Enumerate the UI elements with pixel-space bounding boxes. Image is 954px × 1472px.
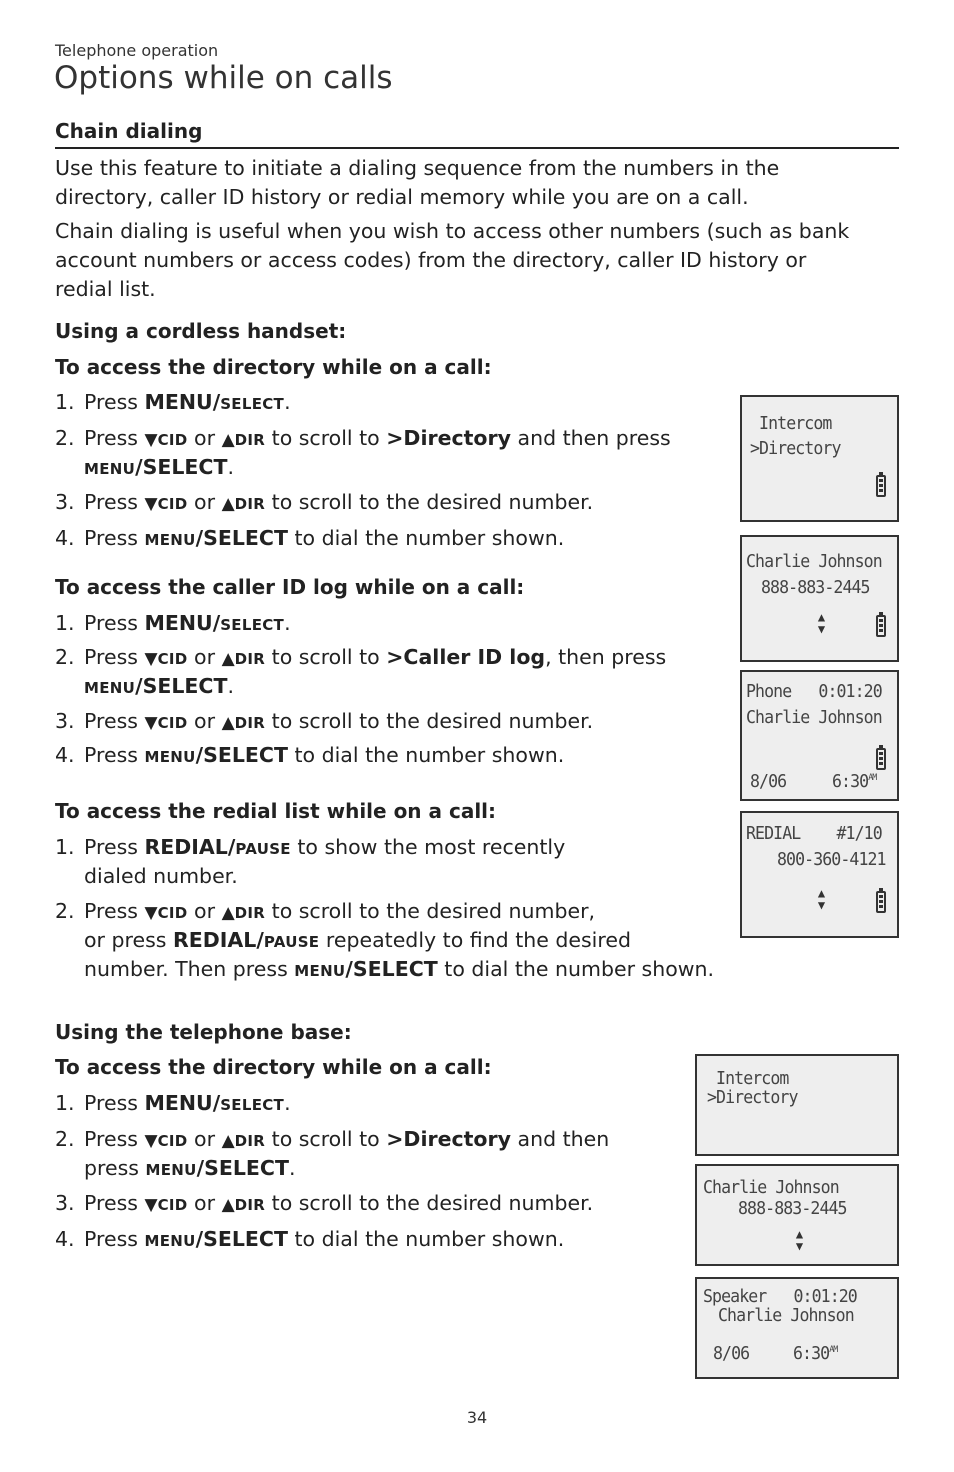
text: Press	[84, 1227, 138, 1251]
text: Press	[84, 490, 138, 514]
base-screen-directory	[695, 1054, 899, 1156]
step-number: 1.	[55, 1091, 75, 1115]
text: or	[194, 426, 216, 450]
screen-line: Intercom	[707, 1068, 789, 1089]
battery-icon	[876, 891, 886, 913]
select-key-label: /SELECT	[345, 957, 438, 981]
handset-redial-heading: To access the redial list while on a call:	[55, 799, 497, 823]
text: to dial the number shown.	[294, 1227, 565, 1251]
redial-key-label: REDIAL/	[172, 928, 264, 952]
down-arrow-icon: ▼	[144, 713, 158, 733]
step-number: 1.	[55, 611, 75, 635]
down-arrow-icon: ▼	[144, 1131, 158, 1151]
chain-dialing-heading: Chain dialing	[55, 119, 203, 143]
select-key-label: /SELECT	[195, 743, 288, 767]
dir-key-label: DIR	[234, 904, 266, 922]
text: and then press	[517, 426, 671, 450]
text: or	[194, 1191, 216, 1215]
text: to scroll to	[271, 426, 380, 450]
text: and then	[517, 1127, 610, 1151]
directory-option: >Directory	[386, 426, 511, 450]
up-arrow-icon: ▲	[221, 430, 235, 450]
step-number: 1.	[55, 390, 75, 414]
text: Press	[84, 645, 138, 669]
am-indicator: AM	[829, 1345, 838, 1355]
menu-key-label: MENU/	[144, 390, 221, 414]
battery-icon	[876, 748, 886, 770]
handset-screen-call	[740, 670, 899, 801]
select-key-label: /SELECT	[195, 526, 288, 550]
screen-line: REDIAL #1/10	[746, 823, 882, 844]
text: to scroll to	[271, 645, 380, 669]
text: Press	[84, 426, 138, 450]
scroll-arrows-icon: ▲ ▼	[817, 610, 825, 636]
text: to dial the number shown.	[444, 957, 715, 981]
step-number: 1.	[55, 835, 75, 859]
text: .	[284, 611, 291, 635]
select-key-label: /SELECT	[135, 455, 228, 479]
text: dialed number.	[84, 864, 238, 888]
text: or press	[84, 928, 167, 952]
text: Press	[84, 709, 138, 733]
screen-line: 800-360-4121	[777, 849, 886, 870]
base-directory-heading: To access the directory while on a call:	[55, 1055, 492, 1079]
text: Press	[84, 743, 138, 767]
text: .	[288, 1156, 296, 1180]
select-key-label: SELECT	[220, 616, 285, 634]
base-screen-call	[695, 1277, 899, 1379]
handset-callerid-heading: To access the caller ID log while on a call:	[55, 575, 525, 599]
pause-key-label: PAUSE	[263, 933, 320, 951]
menu-key-label: MENU	[84, 679, 136, 697]
cid-key-label: CID	[157, 1196, 188, 1214]
text: Press	[84, 899, 138, 923]
menu-key-label: MENU/	[144, 611, 221, 635]
step-number: 3.	[55, 709, 75, 733]
dir-key-label: DIR	[234, 495, 266, 513]
text: to scroll to	[271, 1127, 380, 1151]
text: .	[227, 674, 234, 698]
cid-key-label: CID	[157, 650, 188, 668]
text: or	[194, 1127, 216, 1151]
menu-key-label: MENU	[294, 962, 346, 980]
dir-key-label: DIR	[234, 1132, 266, 1150]
step-number: 3.	[55, 1191, 75, 1215]
text: .	[227, 455, 234, 479]
menu-key-label: MENU/	[144, 1091, 221, 1115]
text: to scroll to the desired number.	[271, 490, 594, 514]
step-number: 2.	[55, 1127, 75, 1151]
screen-line: 888-883-2445	[761, 577, 870, 598]
base-screen-contact	[695, 1164, 899, 1266]
step-number: 3.	[55, 490, 75, 514]
callerid-option: >Caller ID log	[386, 645, 546, 669]
up-arrow-icon: ▲	[221, 494, 235, 514]
text: .	[284, 1091, 291, 1115]
text: press	[84, 1156, 139, 1180]
text: Press	[84, 390, 138, 414]
dir-key-label: DIR	[234, 431, 266, 449]
text: Press	[84, 1091, 138, 1115]
screen-time: 6:30	[832, 771, 869, 792]
cid-key-label: CID	[157, 495, 188, 513]
screen-line: Intercom	[750, 413, 832, 434]
screen-line: Charlie Johnson	[703, 1177, 839, 1198]
heading-rule	[55, 147, 899, 149]
up-arrow-icon: ▲	[221, 713, 235, 733]
step-number: 4.	[55, 526, 75, 550]
screen-line: 888-883-2445	[738, 1198, 847, 1219]
handset-screen-directory	[740, 395, 899, 522]
base-heading: Using the telephone base:	[55, 1020, 352, 1044]
step-number: 4.	[55, 1227, 75, 1251]
intro-paragraph-1	[55, 154, 905, 212]
page-title: Options while on calls	[54, 60, 393, 96]
intro-paragraph-2	[55, 217, 905, 304]
select-key-label: SELECT	[220, 1096, 285, 1114]
text: to scroll to the desired number.	[271, 1191, 594, 1215]
text-line: directory, caller ID history or redial memory while you are on a call.	[55, 185, 749, 209]
text: to show the most recently	[297, 835, 566, 859]
screen-line: Speaker 0:01:20	[703, 1286, 857, 1307]
text: Press	[84, 835, 138, 859]
text: to dial the number shown.	[294, 743, 565, 767]
handset-screen-redial	[740, 811, 899, 938]
up-arrow-icon: ▲	[221, 1131, 235, 1151]
text-line: account numbers or access codes) from the directory, caller ID history or	[55, 248, 807, 272]
step-number: 2.	[55, 426, 75, 450]
text: Press	[84, 1191, 138, 1215]
down-arrow-icon: ▼	[144, 903, 158, 923]
scroll-arrows-icon: ▲ ▼	[817, 886, 825, 912]
page-number: 34	[466, 1408, 488, 1427]
select-key-label: /SELECT	[196, 1156, 289, 1180]
screen-date: 8/06	[713, 1343, 750, 1364]
select-key-label: SELECT	[220, 395, 285, 413]
text-line: Chain dialing is useful when you wish to access other numbers (such as bank	[55, 219, 850, 243]
redial-key-label: REDIAL/	[144, 835, 236, 859]
am-indicator: AM	[868, 773, 877, 783]
text: .	[284, 390, 291, 414]
down-arrow-icon: ▼	[144, 1195, 158, 1215]
dir-key-label: DIR	[234, 1196, 266, 1214]
select-key-label: /SELECT	[195, 1227, 288, 1251]
pause-key-label: PAUSE	[235, 840, 291, 858]
screen-time: 6:30	[793, 1343, 830, 1364]
text: or	[194, 645, 216, 669]
text: to scroll to the desired number.	[271, 709, 594, 733]
text: or	[194, 490, 216, 514]
dir-key-label: DIR	[234, 650, 266, 668]
screen-line: >Directory	[707, 1087, 798, 1108]
down-arrow-icon: ▼	[144, 430, 158, 450]
menu-key-label: MENU	[144, 531, 196, 549]
text-line: Use this feature to initiate a dialing sequence from the numbers in the	[55, 156, 780, 180]
screen-line: Phone 0:01:20	[746, 681, 882, 702]
text: Press	[84, 1127, 138, 1151]
cid-key-label: CID	[157, 714, 188, 732]
text: to dial the number shown.	[294, 526, 565, 550]
down-arrow-icon: ▼	[144, 649, 158, 669]
screen-line: Charlie Johnson	[718, 1305, 854, 1326]
up-arrow-icon: ▲	[221, 649, 235, 669]
text: repeatedly to find the desired	[325, 928, 631, 952]
screen-date: 8/06	[750, 771, 787, 792]
cid-key-label: CID	[157, 431, 188, 449]
screen-line: Charlie Johnson	[746, 551, 882, 572]
battery-icon	[876, 475, 886, 497]
menu-key-label: MENU	[145, 1161, 197, 1179]
handset-screen-contact	[740, 535, 899, 662]
screen-line: Charlie Johnson	[746, 707, 882, 728]
directory-option: >Directory	[386, 1127, 511, 1151]
cid-key-label: CID	[157, 1132, 188, 1150]
dir-key-label: DIR	[234, 714, 266, 732]
battery-icon	[876, 615, 886, 637]
text: or	[194, 899, 216, 923]
menu-key-label: MENU	[84, 460, 136, 478]
menu-key-label: MENU	[144, 748, 196, 766]
text: Press	[84, 611, 138, 635]
screen-line: >Directory	[750, 438, 841, 459]
section-label: Telephone operation	[55, 41, 219, 60]
down-arrow-icon: ▼	[144, 494, 158, 514]
text: to scroll to the desired number,	[271, 899, 596, 923]
text: Press	[84, 526, 138, 550]
step-number: 2.	[55, 899, 75, 923]
text-line: redial list.	[55, 277, 156, 301]
text: or	[194, 709, 216, 733]
step-number: 2.	[55, 645, 75, 669]
step-number: 4.	[55, 743, 75, 767]
text: number. Then press	[84, 957, 288, 981]
select-key-label: /SELECT	[135, 674, 228, 698]
menu-key-label: MENU	[144, 1232, 196, 1250]
up-arrow-icon: ▲	[221, 903, 235, 923]
text: , then press	[545, 645, 667, 669]
handset-directory-heading: To access the directory while on a call:	[55, 355, 492, 379]
scroll-arrows-icon: ▲ ▼	[795, 1227, 803, 1253]
up-arrow-icon: ▲	[221, 1195, 235, 1215]
handset-heading: Using a cordless handset:	[55, 319, 347, 343]
cid-key-label: CID	[157, 904, 188, 922]
